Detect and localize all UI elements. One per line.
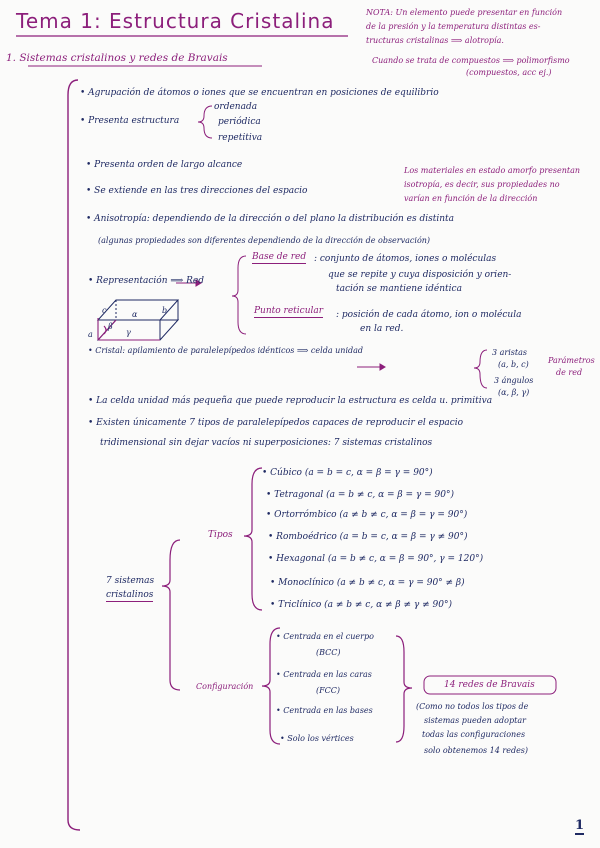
amorph-note: varían en función de la dirección bbox=[404, 194, 538, 203]
celda-param: (α, β, γ) bbox=[498, 388, 530, 397]
note-line: Cuando se trata de compuestos ⟹ polimorfismo bbox=[372, 56, 570, 65]
bravais-note: solo obtenemos 14 redes) bbox=[424, 746, 529, 755]
system-item: • Cúbico (a = b = c, α = β = γ = 90°) bbox=[262, 468, 433, 478]
section-heading: 1. Sistemas cristalinos y redes de Bravais bbox=[6, 52, 228, 64]
system-item: • Hexagonal (a = b ≠ c, α = β = 90°, γ = 120°) bbox=[268, 554, 484, 564]
base-desc: que se repite y cuya disposición y orien- bbox=[328, 270, 512, 280]
bullet-text: • Se extiende en las tres direcciones del espacio bbox=[86, 186, 308, 196]
cell-label-alpha: α bbox=[132, 310, 138, 319]
amorph-note: isotropía, es decir, sus propiedades no bbox=[404, 180, 560, 189]
cell-label-c: c bbox=[102, 306, 107, 315]
note-line: (compuestos, acc ej.) bbox=[466, 68, 552, 77]
note-line: de la presión y la temperatura distintas es- bbox=[366, 22, 541, 31]
cell-label-beta: β bbox=[108, 322, 113, 331]
bravais-note: sistemas pueden adoptar bbox=[424, 716, 526, 725]
cell-label-a: a bbox=[88, 330, 93, 339]
config-item: • Solo los vértices bbox=[280, 734, 354, 743]
punto-desc: : posición de cada átomo, ion o molécula bbox=[336, 310, 522, 320]
bravais-note: todas las configuraciones bbox=[422, 730, 526, 739]
page-title: Tema 1: Estructura Cristalina bbox=[16, 9, 335, 33]
system-item: • Romboédrico (a = b = c, α = β = γ ≠ 90°) bbox=[268, 532, 468, 542]
bullet-text: • Cristal: apilamiento de paralelepípedos idénticos ⟹ celda unidad bbox=[88, 346, 364, 355]
bravais-note: (Como no todos los tipos de bbox=[416, 702, 529, 711]
bullet-text: • Presenta orden de largo alcance bbox=[86, 160, 243, 170]
structure-option: repetitiva bbox=[218, 133, 263, 143]
config-item: (FCC) bbox=[316, 686, 341, 695]
config-item: • Centrada en las caras bbox=[276, 670, 372, 679]
note-line: NOTA: Un elemento puede presentar en función bbox=[366, 8, 563, 17]
config-item: • Centrada en el cuerpo bbox=[276, 632, 374, 641]
structure-option: ordenada bbox=[214, 102, 258, 112]
bullet-text: tridimensional sin dejar vacíos ni superposiciones: 7 sistemas cristalinos bbox=[100, 438, 433, 448]
punto-label: Punto reticular bbox=[254, 306, 324, 316]
config-item: (BCC) bbox=[316, 648, 341, 657]
cell-label-gamma: γ bbox=[126, 328, 131, 337]
system-item: • Ortorrómbico (a ≠ b ≠ c, α = β = γ = 90°) bbox=[266, 510, 468, 520]
param-label: Parámetros bbox=[548, 356, 595, 365]
tipos-label: Tipos bbox=[208, 530, 233, 540]
system-item: • Triclínico (a ≠ b ≠ c, α ≠ β ≠ γ ≠ 90°) bbox=[270, 600, 452, 610]
celda-param: 3 aristas bbox=[492, 348, 527, 357]
bullet-text: • Representación ⟹ Red bbox=[88, 276, 205, 286]
base-desc: : conjunto de átomos, iones o moléculas bbox=[314, 254, 497, 264]
page-number: 1 bbox=[574, 818, 584, 833]
system-item: • Tetragonal (a = b ≠ c, α = β = γ = 90°) bbox=[266, 490, 455, 500]
base-label: Base de red bbox=[252, 252, 307, 262]
amorph-note: Los materiales en estado amorfo presentan bbox=[404, 166, 581, 175]
sistemas-label: 7 sistemas bbox=[106, 576, 155, 586]
bravais-label: 14 redes de Bravais bbox=[444, 680, 535, 690]
celda-param: (a, b, c) bbox=[498, 360, 529, 369]
note-line: tructuras cristalinas ⟹ alotropía. bbox=[366, 36, 504, 45]
bullet-text: • Existen únicamente 7 tipos de paralelepípedos capaces de reproducir el espacio bbox=[88, 418, 464, 428]
bullet-text: (algunas propiedades son diferentes dependiendo de la dirección de observación) bbox=[98, 236, 431, 245]
celda-param: 3 ángulos bbox=[494, 376, 534, 385]
structure-option: periódica bbox=[218, 117, 261, 127]
system-item: • Monoclínico (a ≠ b ≠ c, α = γ = 90° ≠ β) bbox=[270, 578, 465, 588]
bullet-text: • Anisotropía: dependiendo de la dirección o del plano la distribución es distinta bbox=[86, 214, 454, 224]
config-label: Configuración bbox=[196, 682, 254, 691]
bullet-text: • Presenta estructura bbox=[80, 116, 180, 126]
sistemas-label: cristalinos bbox=[106, 590, 154, 600]
config-item: • Centrada en las bases bbox=[276, 706, 373, 715]
base-desc: tación se mantiene idéntica bbox=[336, 284, 462, 294]
cell-label-b: b bbox=[162, 306, 168, 315]
param-label: de red bbox=[556, 368, 583, 377]
bullet-text: • La celda unidad más pequeña que puede reproducir la estructura es celda u. primitiva bbox=[88, 396, 493, 406]
bullet-text: • Agrupación de átomos o iones que se encuentran en posiciones de equilibrio bbox=[80, 88, 439, 98]
punto-desc: en la red. bbox=[360, 324, 404, 334]
